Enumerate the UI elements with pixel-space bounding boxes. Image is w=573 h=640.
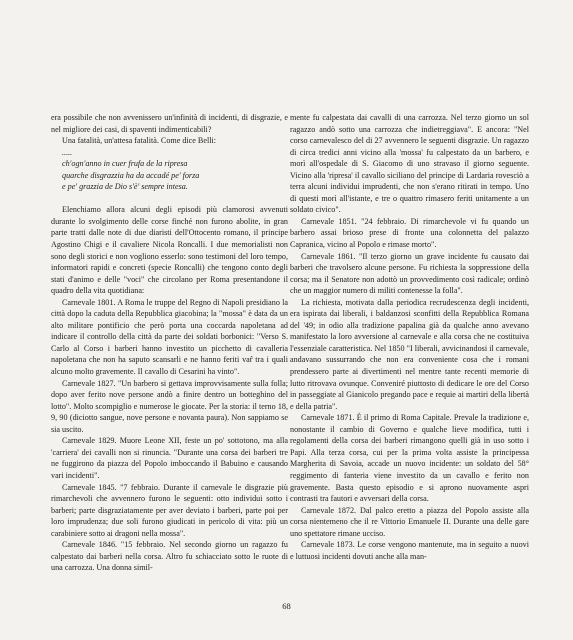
paragraph: mente fu calpestata dai cavalli di una carrozza. Nel terzo giorno un sol ragazzo andò sotto una carrozza che indietreggiava". E ancora: "Nel corso carnevalesco del di 27 avvennero le seguenti disgrazie. Un ragazzo di circa tredici anni vicino alla 'mossa' fu calpestato da un barbero, e morì all'ospedale di S. Giacomo di uno stravaso il giorno seguente. Vicino alla 'ripresa' il cavallo siciliano del principe di Lardaria rovesciò a terra alcuni individui imprudenti, che non s'erano ritirati in tempo. Uno di questi morì all'istante, e tre o quattro rimasero feriti unitamente a un soldato civico". (290, 113, 529, 215)
paragraph: Carnevale 1801. A Roma le truppe del Regno di Napoli presidiano la città dopo la caduta della Repubblica giacobina; la "mossa" è data da un alto militare pontificio che però porta una coccarda napoletana ad indicare il controllo della città da parte dei soldati borbonici: "Verso S. Carlo al Corso i barberi hanno investito un picchetto di cavalleria napoletana che non ha saputo scansarli e ne hanno feriti var̂ tra i quali alcuno molto gravemente. Il cavallo di Cesarini ha vinto". (51, 297, 288, 377)
paragraph: Elenchiamo allora alcuni degli episodi più clamorosi avvenuti durante lo svolgimento delle corse finché non furono abolite, in gran parte tratti dalle note di due diaristi dell'Ottocento romano, il principe Agostino Chigi e il cavaliere Nicola Roncalli. I due memorialisti non sono degli storici e non vogliono esserlo: sono testimoni del loro tempo, informatori rapidi e concreti (specie Roncalli) che tengono conto degli stati d'animo e delle "voci" che circolano per Roma presentandone il quadro della vita quotidiana: (51, 205, 288, 296)
poem-line: ..... (62, 147, 73, 157)
paragraph: Carnevale 1845. "7 febbraio. Durante il carnevale le disgrazie più rimarchevoli che avvennero furono le seguenti: otto individui sotto i barberi; parte disgraziatamente per aver deviato i barberi, parte poi per loro imprudenza; due soli furono giudicati in pericolo di vita: più un carabiniere sotto ai dragoni nella mossa". (51, 482, 288, 538)
poem-line: e pe' grazzia de Dio s'è' sempre intesa. (62, 182, 188, 192)
paragraph: Una fatalità, un'attesa fatalità. Come dice Belli: (62, 136, 216, 146)
poem-line: quarche disgrazzia ha da accadé pe' forza (62, 170, 200, 180)
paragraph: Carnevale 1861. "Il terzo giorno un grave incidente fu causato dai barberi che travolsero alcune persone. Fu richiesta la soppressione della corsa; ma il Senatore non adottò un provvedimento così radicale; ordinò che un maggior numero di militi contenesse la folla". (290, 251, 529, 296)
paragraph: Carnevale 1873. Le corse vengono mantenute, ma in seguito a nuovi e luttuosi incidenti dovuti anche alla man- (290, 540, 529, 561)
paragraph: Carnevale 1871. È il primo di Roma Capitale. Prevale la tradizione e, nonostante il cambio di Governo e qualche lieve modifica, tutti i regolamenti della corsa dei barberi rimangono quelli già in uso sotto i Papi. Alla terza corsa, cui per la prima volta assiste la principessa Margherita di Savoia, accade un nuovo incidente: un soldato del 58° reggimento di fanteria viene investito da un cavallo e ferito non gravemente. Basta questo episodio e si aprono nuovamente aspri contrasti tra fautori e avversari della corsa. (290, 413, 529, 504)
paragraph: Carnevale 1851. "24 febbraio. Di rimarchevole vi fu quando un barbero assai brioso prese di fronte una colonnetta del palazzo Capranica, vicino al Popolo e rimase morto". (290, 216, 529, 250)
paragraph: Carnevale 1827. "Un barbero si gettava improvvisamente sulla folla; dopo aver ferito nove persone andò a finire dentro un botteghino del lotto". Molto scompiglio e numerose le giocate. Per la storia: il terno 18, 9, 90 (diciotto sangue, nove persone e novanta paura). Non sappiamo se sia uscito. (51, 378, 288, 434)
right-column (290, 112, 529, 562)
left-column (51, 112, 288, 574)
belli-quotation (62, 147, 288, 193)
page-number: 68 (282, 601, 291, 611)
paragraph: Carnevale 1872. Dal palco eretto a piazza del Popolo assiste alla corsa nientemeno che il re Vittorio Emanuele II. Durante una delle gare uno spettatore rimane ucciso. (290, 505, 529, 538)
paragraph: La richiesta, motivata dalla periodica recrudescenza degli incidenti, era ispirata dai liberali, i baldanzosi sconfitti della Repubblica Romana del '49; in odio alla tradizione papalina già da qualche anno avevano manifestato la loro avversione al carnevale e alla corsa che ne costituiva l'essenziale caratteristica. Nel 1850 "I liberali, avvicinandosi il carnevale, andavano sussurrando che non era conveniente cosa che i romani prendessero parte ai divertimenti nel mentre tante recenti memorie di lutto ritrovava ovunque. Conveniré piuttosto di dedicare le ore del Corso in passeggiate al Gianicolo pregando pace e requie ai martiri della libertà e della patria". (290, 297, 529, 411)
poem-line: ch'ogn'anno in cuer frufa de la ripresa (62, 159, 188, 169)
paragraph: Carnevale 1846. "15 febbraio. Nel secondo giorno un ragazzo fu calpestato dai barberi nella corsa. Altro fu schiacciato sotto le ruote di una carrozza. Una donna simil- (51, 540, 288, 573)
paragraph: Carnevale 1829. Muore Leone XII, feste un po' sottotono, ma alla 'carriera' dei cavalli non si rinuncia. "Durante una corsa dei barberi tre ne fuggirono da piazza del Popolo imboccando il Babuino e causando vari incidenti". (51, 436, 288, 480)
paragraph: era possibile che non avvenissero un'infinità di incidenti, di disgrazie, e nel migliore dei casi, di spaventi indimenticabili? (51, 113, 288, 134)
